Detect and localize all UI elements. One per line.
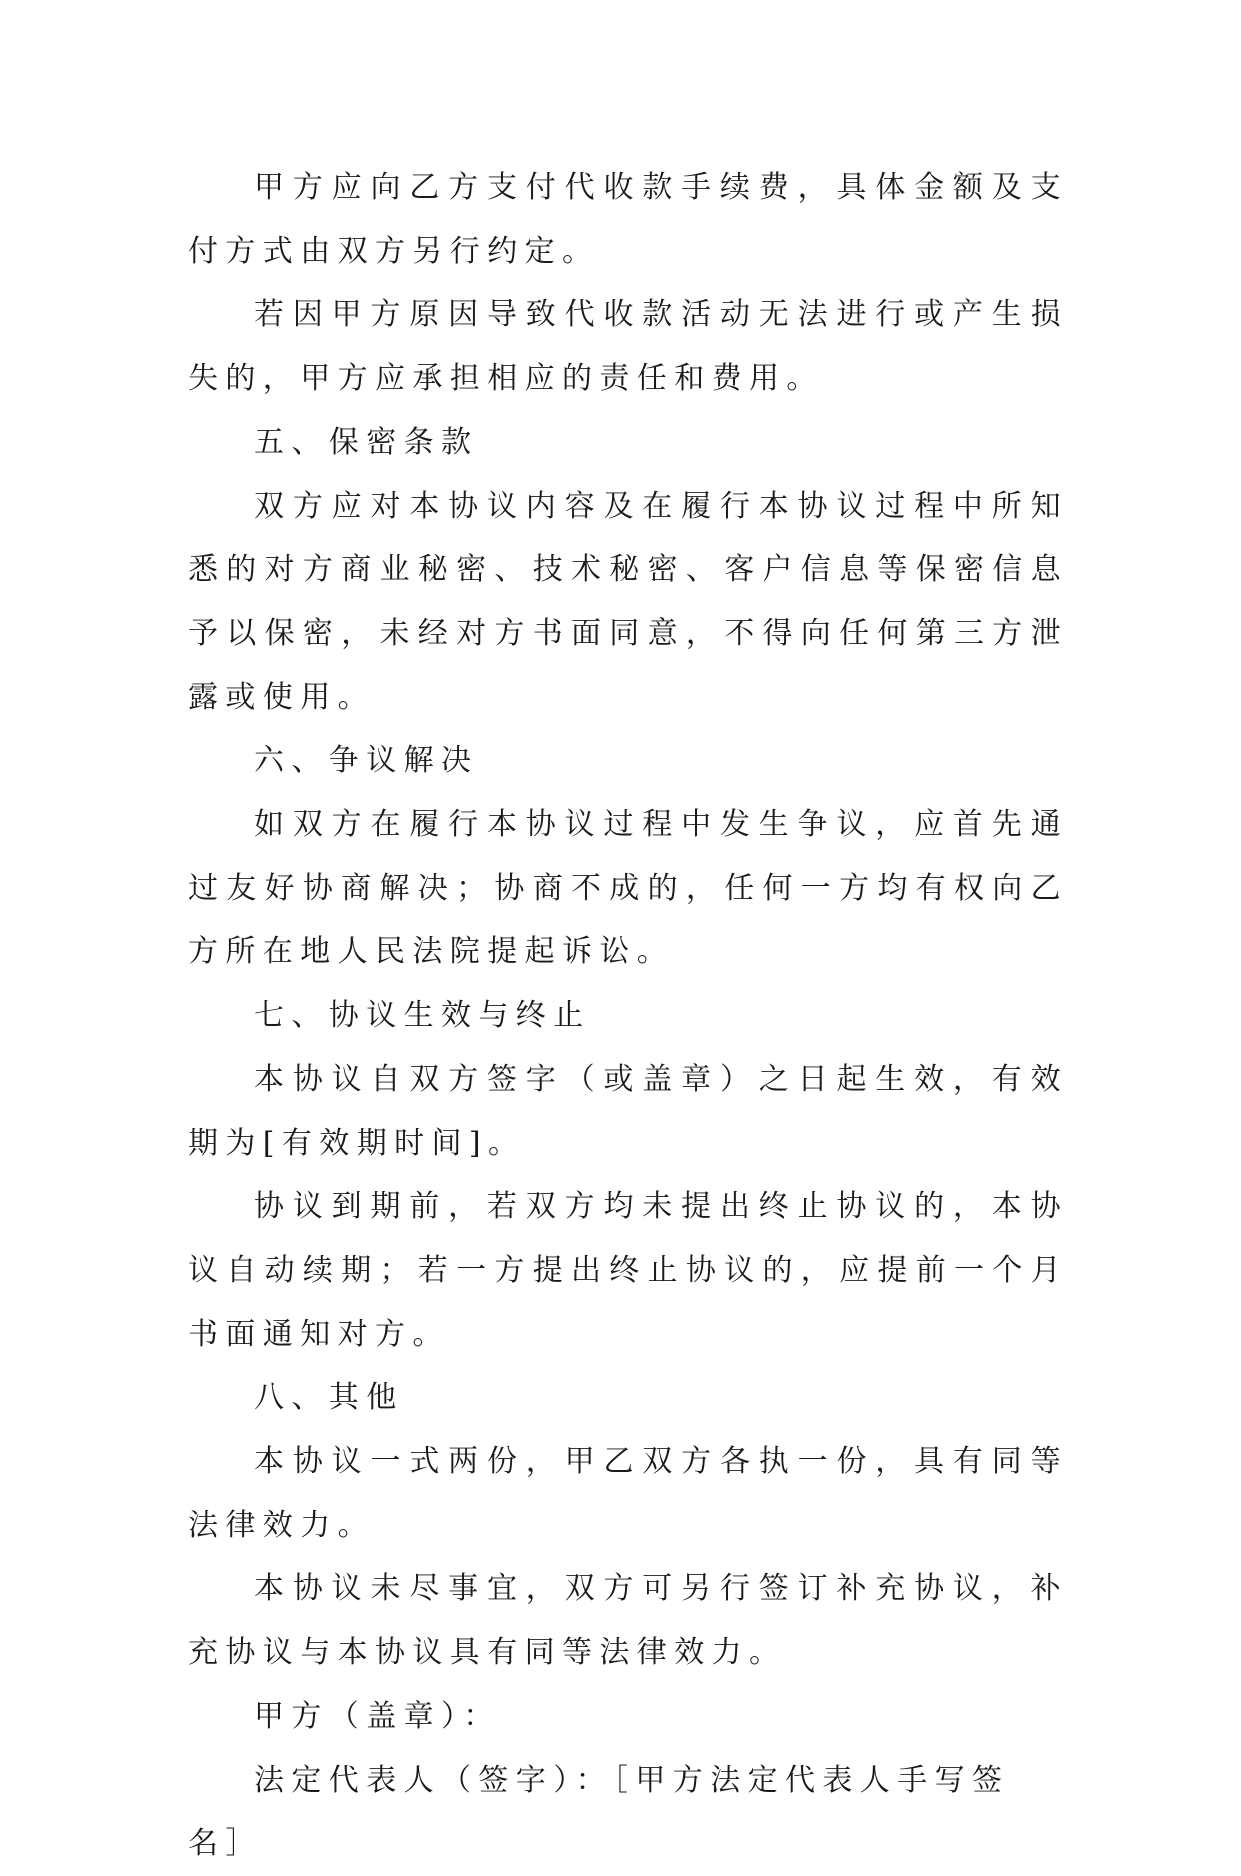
document-body	[188, 156, 1068, 1876]
section-heading-effect: 七、协议生效与终止	[254, 998, 591, 1034]
party-a-seal-line: 甲方（盖章）：	[254, 1698, 501, 1734]
paragraph-copies: 本协议一式两份，甲乙双方各执一份，具有同等法律效力。	[188, 1444, 1068, 1543]
legal-representative-signature-line: 法定代表人（签字）：［甲方法定代表人手写签名］	[188, 1762, 1010, 1862]
paragraph-confidentiality: 双方应对本协议内容及在履行本协议过程中所知悉的对方商业秘密、技术秘密、客户信息等保密信息予以保密，未经对方书面同意，不得向任何第三方泄露或使用。	[188, 488, 1068, 715]
section-heading-dispute: 六、争议解决	[254, 743, 479, 779]
paragraph-renewal: 协议到期前，若双方均未提出终止协议的，本协议自动续期；若一方提出终止协议的，应提前一个月书面通知对方。	[188, 1189, 1068, 1352]
paragraph-dispute: 如双方在履行本协议过程中发生争议，应首先通过友好协商解决；协商不成的，任何一方均有权向乙方所在地人民法院提起诉讼。	[188, 807, 1068, 970]
paragraph-supplement: 本协议未尽事宜，双方可另行签订补充协议，补充协议与本协议具有同等法律效力。	[188, 1571, 1068, 1671]
paragraph-fee: 甲方应向乙方支付代收款手续费，具体金额及支付方式由双方另行约定。	[188, 170, 1068, 269]
section-heading-confidentiality: 五、保密条款	[254, 424, 479, 460]
paragraph-effect: 本协议自双方签字（或盖章）之日起生效，有效期为[有效期时间]。	[188, 1061, 1068, 1161]
section-heading-other: 八、其他	[254, 1380, 404, 1416]
paragraph-liability: 若因甲方原因导致代收款活动无法进行或产生损失的，甲方应承担相应的责任和费用。	[188, 297, 1068, 397]
